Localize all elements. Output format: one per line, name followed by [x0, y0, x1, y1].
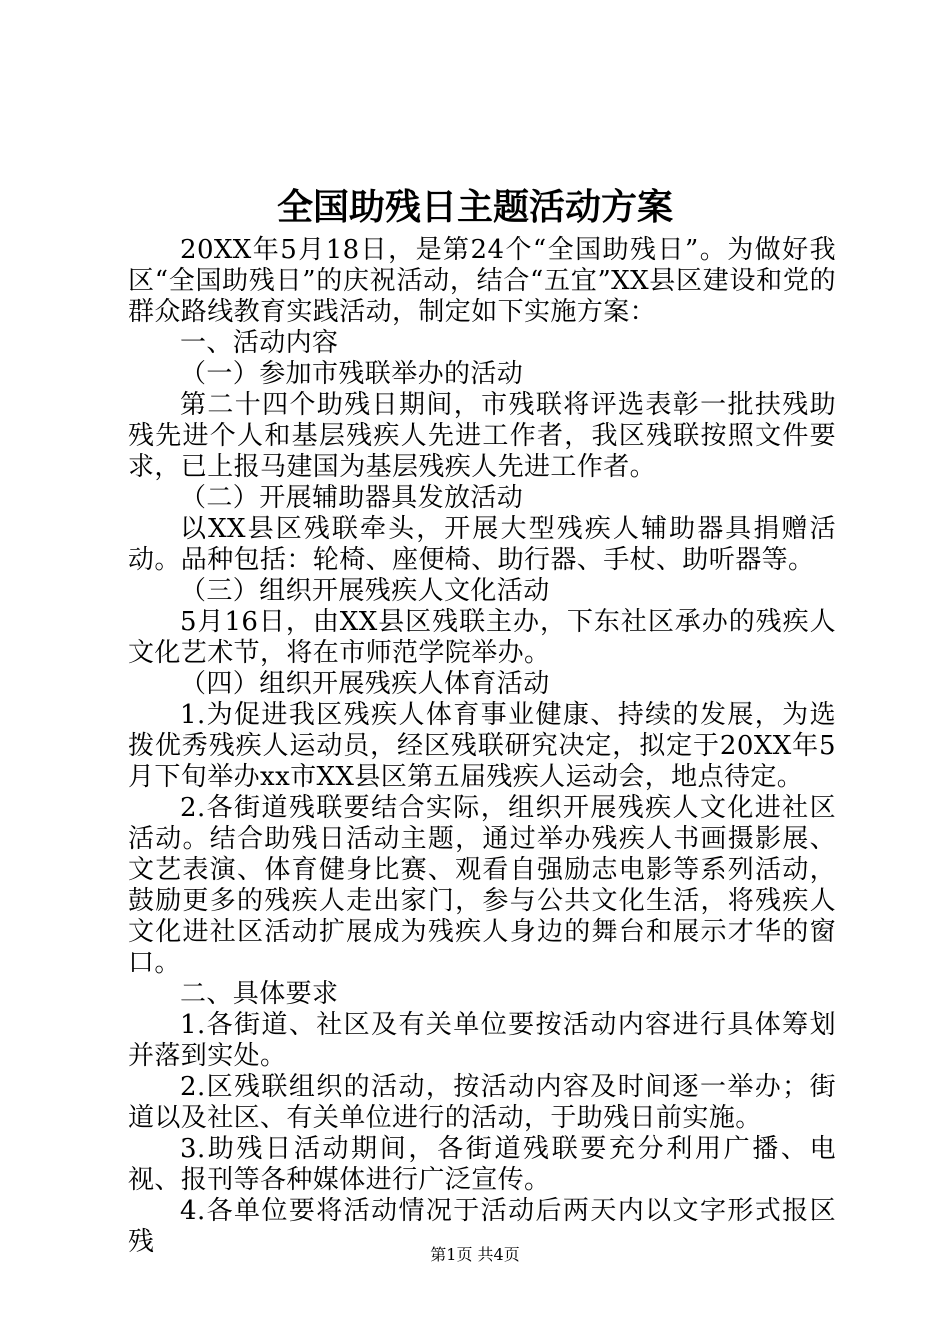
- paragraph: 2.区残联组织的活动，按活动内容及时间逐一举办；街道以及社区、有关单位进行的活动，于助残日前实施。: [128, 1072, 836, 1133]
- subsection-heading-1: （一）参加市残联举办的活动: [180, 359, 524, 389]
- paragraph: 5月16日，由XX县区残联主办，下东社区承办的残疾人文化艺术节，将在市师范学院举办。: [128, 607, 836, 668]
- subsection-heading-4: （四）组织开展残疾人体育活动: [180, 669, 550, 699]
- paragraph: 1.各街道、社区及有关单位要按活动内容进行具体筹划并落到实处。: [128, 1010, 836, 1071]
- paragraph: 1.为促进我区残疾人体育事业健康、持续的发展，为选拨优秀残疾人运动员，经区残联研究决定，拟定于20XX年5月下旬举办xx市XX县区第五届残疾人运动会，地点待定。: [128, 700, 836, 792]
- paragraph-intro: 20XX年5月18日，是第24个“全国助残日”。为做好我区“全国助残日”的庆祝活动，结合“五宜”XX县区建设和党的群众路线教育实践活动，制定如下实施方案：: [128, 235, 836, 327]
- section-heading-activities: 一、活动内容: [180, 328, 339, 358]
- subsection-heading-3: （三）组织开展残疾人文化活动: [180, 576, 550, 606]
- section-heading-requirements: 二、具体要求: [180, 979, 339, 1009]
- paragraph: 3.助残日活动期间，各街道残联要充分利用广播、电视、报刊等各种媒体进行广泛宣传。: [128, 1134, 836, 1195]
- document-title: 全国助残日主题活动方案: [276, 186, 673, 228]
- paragraph: 2.各街道残联要结合实际，组织开展残疾人文化进社区活动。结合助残日活动主题，通过举办残疾人书画摄影展、文艺表演、体育健身比赛、观看自强励志电影等系列活动，鼓励更多的残疾人走出家门，参与公共文化生活，将残疾人文化进社区活动扩展成为残疾人身边的舞台和展示才华的窗口。: [128, 793, 836, 978]
- paragraph: 4.各单位要将活动情况于活动后两天内以文字形式报区残: [128, 1196, 836, 1257]
- paragraph: 以XX县区残联牵头，开展大型残疾人辅助器具捐赠活动。品种包括：轮椅、座便椅、助行器、手杖、助听器等。: [128, 514, 836, 575]
- subsection-heading-2: （二）开展辅助器具发放活动: [180, 483, 524, 513]
- page-footer: 第1页 共4页: [430, 1245, 520, 1264]
- document-body: [128, 235, 836, 1258]
- paragraph: 第二十四个助残日期间，市残联将评选表彰一批扶残助残先进个人和基层残疾人先进工作者，我区残联按照文件要求，已上报马建国为基层残疾人先进工作者。: [128, 390, 836, 482]
